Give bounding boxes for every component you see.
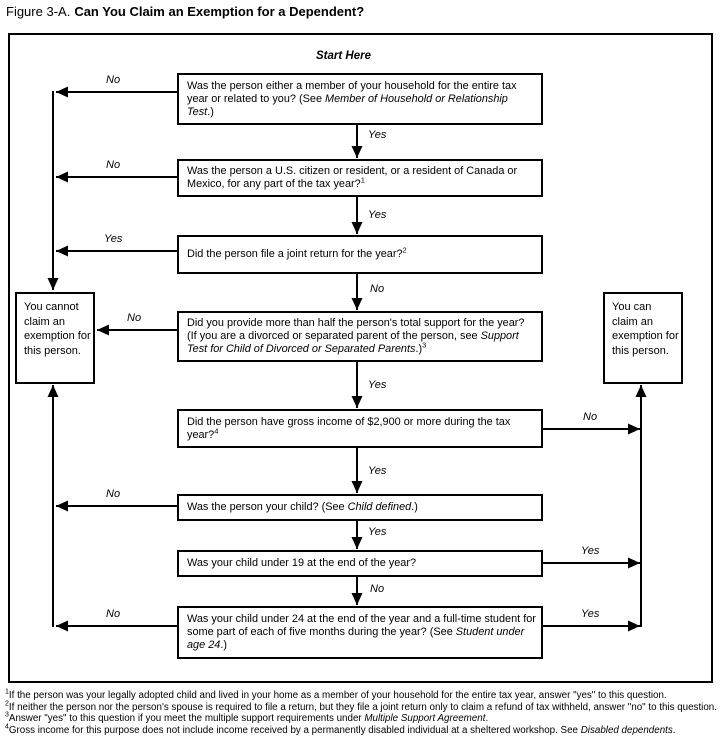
branch-label-q6-no: No <box>106 488 121 500</box>
branch-label-q3-no: No <box>370 283 385 295</box>
branch-label-q8-yes: Yes <box>581 608 600 620</box>
branch-label-q2-yes: Yes <box>368 209 387 221</box>
branch-label-q7-no: No <box>370 583 385 595</box>
branch-label-q2-no: No <box>106 159 121 171</box>
question-box-under-19 <box>177 550 543 577</box>
footnote-text-post: . <box>672 724 676 736</box>
branch-label-q3-yes: Yes <box>104 233 123 245</box>
figure-number: Figure 3-A. <box>6 4 71 19</box>
footnote-marker: 1 <box>5 688 9 696</box>
question-box-joint-return <box>177 235 543 274</box>
question-box-citizenship <box>177 159 543 197</box>
question-box-your-child <box>177 494 543 521</box>
question-text-post: .) <box>207 105 214 118</box>
question-text-italic: Student under age 24 <box>187 626 525 651</box>
question-text-italic: Member of Household or Relationship Test <box>187 92 508 118</box>
question-text: Did you provide more than half the person's total support for the year? (If you are a divorced or separated parent of the person, see <box>187 317 525 342</box>
footnote-ref-2: 2 <box>402 245 407 255</box>
branch-label-q1-no: No <box>106 74 121 86</box>
question-box-gross-income <box>177 409 543 448</box>
question-text: Was your child under 19 at the end of the year? <box>187 557 417 569</box>
footnote-marker: 2 <box>5 700 9 708</box>
question-text: Was your child under 24 at the end of the year and a full-time student for some part of each of five months during the year? (See <box>187 613 536 638</box>
question-box-support <box>177 311 543 362</box>
branch-label-q1-yes: Yes <box>368 129 387 141</box>
footnote-3 <box>5 713 717 725</box>
branch-label-q4-yes: Yes <box>368 379 387 391</box>
footnote-ref-1: 1 <box>360 175 365 185</box>
footnote-text-italic: Multiple Support Agreement <box>364 713 486 725</box>
footnote-1 <box>5 690 717 702</box>
question-text-post: .) <box>415 343 423 355</box>
question-box-under-24-student <box>177 606 543 659</box>
figure-title <box>6 4 364 19</box>
footnote-4 <box>5 725 717 737</box>
start-here-label: Start Here <box>316 50 371 62</box>
footnote-text: Answer "yes" to this question if you meet the multiple support requirements under <box>8 713 365 725</box>
question-text-post: .) <box>220 639 227 651</box>
branch-label-q5-no: No <box>583 411 598 423</box>
footnote-text: If the person was your legally adopted child and lived in your home as a member of your household for the entire tax year, answer "yes" to this question. <box>8 690 667 701</box>
footnote-text: If neither the person nor the person's spouse is required to file a return, but they file a joint return only to claim a refund of tax withheld, answer "no" to this question. <box>8 701 717 713</box>
footnote-text: Gross income for this purpose does not include income received by a permanently disabled individual at a sheltered workshop. See <box>8 724 581 736</box>
question-text-italic: Child defined <box>347 501 412 513</box>
question-text-italic: Support Test for Child of Divorced or Separated Parents <box>187 330 519 355</box>
footnote-2 <box>5 702 717 714</box>
branch-label-q4-no: No <box>127 312 142 324</box>
question-text: Did the person file a joint return for the year? <box>187 248 403 260</box>
question-text: Did the person have gross income of $2,900 or more during the tax year? <box>187 415 511 441</box>
footnotes <box>5 690 717 736</box>
branch-label-q6-yes: Yes <box>368 526 387 538</box>
question-box-household-member <box>177 73 543 125</box>
footnote-text-post: . <box>485 713 489 725</box>
figure-heading: Can You Claim an Exemption for a Dependent? <box>74 4 365 19</box>
footnote-ref-3: 3 <box>422 340 427 350</box>
footnote-text-italic: Disabled dependents <box>580 724 673 736</box>
question-text-post: .) <box>411 501 418 513</box>
question-text: Was the person either a member of your household for the entire tax year or related to you? (See <box>187 79 517 105</box>
footnote-marker: 4 <box>5 723 9 731</box>
question-text: Was the person a U.S. citizen or resident, or a resident of Canada or Mexico, for any part of the tax year? <box>187 165 518 190</box>
footnote-marker: 3 <box>5 711 9 719</box>
question-text: Was the person your child? (See <box>187 501 348 513</box>
result-box-cannot-claim: You cannot claim an exemption for this person. <box>15 292 95 384</box>
branch-label-q5-yes: Yes <box>368 465 387 477</box>
branch-label-q7-yes: Yes <box>581 545 600 557</box>
branch-label-q8-no: No <box>106 608 121 620</box>
result-box-can-claim: You can claim an exemption for this person. <box>603 292 683 384</box>
footnote-ref-4: 4 <box>214 425 219 435</box>
